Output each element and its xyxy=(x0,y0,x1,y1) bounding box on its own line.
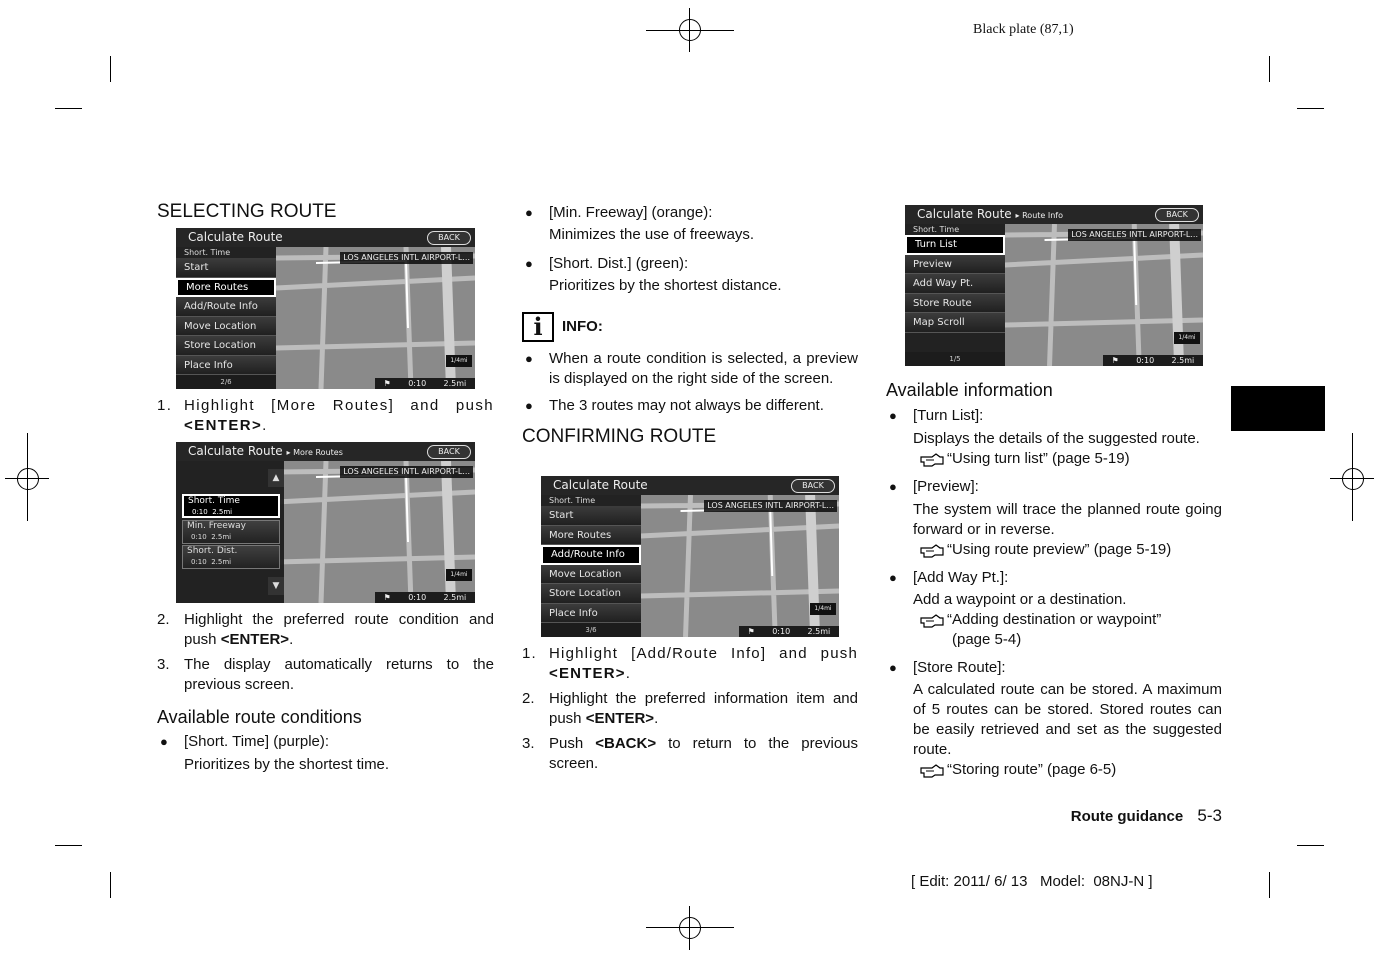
title-text: Calculate Route xyxy=(917,207,1012,221)
eta-status xyxy=(1103,355,1203,366)
enter-key: <ENTER> xyxy=(184,417,263,434)
step-2 xyxy=(157,610,494,650)
cross-reference xyxy=(913,540,1222,560)
step-punct: . xyxy=(654,710,659,727)
enter-key: <ENTER> xyxy=(220,631,290,648)
item-label: [Turn List]: xyxy=(913,407,984,424)
route-condition-label: Short. Time xyxy=(913,225,960,234)
page-indicator: 1/5 xyxy=(905,352,1005,366)
back-key: <BACK> xyxy=(595,735,657,752)
map-scale: 1/4mi xyxy=(446,569,472,581)
poi-label: LOS ANGELES INTL AIRPORT-L... xyxy=(340,252,473,264)
breadcrumb: ▸ Route Info xyxy=(1015,211,1063,220)
reference-text: “Using route preview” (page 5-19) xyxy=(947,541,1172,558)
route-time: 0:10 xyxy=(191,558,207,566)
route-dist: 2.5mi xyxy=(211,533,232,541)
menu-item-start[interactable]: Start xyxy=(541,506,641,526)
left-steps-b xyxy=(157,610,494,775)
menu-item-turn-list[interactable]: Turn List xyxy=(905,235,1005,255)
info-item-1 xyxy=(522,349,858,389)
info-text: When a route condition is selected, a preview is displayed on the right side of the screen. xyxy=(549,350,858,387)
step-punct: . xyxy=(625,665,632,682)
step-1 xyxy=(522,644,858,684)
eta-time: 0:10 xyxy=(408,379,427,388)
reference-hand-icon xyxy=(920,452,944,467)
route-name: Short. Time xyxy=(188,496,240,506)
eta-status xyxy=(375,592,475,603)
reference-hand-icon xyxy=(920,543,944,558)
step-3 xyxy=(522,734,858,774)
route-info xyxy=(188,507,278,518)
back-button[interactable]: BACK xyxy=(427,445,471,459)
info-item-2 xyxy=(522,396,858,416)
menu-item-start[interactable]: Start xyxy=(176,258,276,278)
bullet: ● xyxy=(525,398,533,413)
registration-circle xyxy=(1342,468,1364,490)
condition-label: [Short. Time] (purple): xyxy=(184,733,330,750)
available-information-heading: Available information xyxy=(886,380,1053,400)
step-punct: . xyxy=(262,417,268,434)
route-condition-label: Short. Time xyxy=(549,496,596,505)
breadcrumb-text: Route Info xyxy=(1022,211,1063,220)
route-short-time[interactable] xyxy=(182,494,280,518)
confirming-route-heading: CONFIRMING ROUTE xyxy=(522,426,717,447)
menu-list xyxy=(905,224,1005,352)
eta-status xyxy=(739,626,839,637)
menu-item-add-way-pt[interactable]: Add Way Pt. xyxy=(905,274,1005,294)
item-desc: Displays the details of the suggested route. xyxy=(913,430,1200,447)
bullet: ● xyxy=(889,408,897,423)
menu-item-add-route-info[interactable]: Add/Route Info xyxy=(176,297,276,317)
flag-icon: ⚑ xyxy=(383,593,391,602)
poi-label: LOS ANGELES INTL AIRPORT-L... xyxy=(340,466,473,478)
title-bar: Calculate Route xyxy=(176,228,475,247)
page-number: 5-3 xyxy=(1197,806,1222,825)
condition-desc: Prioritizes by the shortest distance. xyxy=(549,277,782,294)
route-list-panel xyxy=(176,461,284,603)
info-label: INFO: xyxy=(562,318,603,335)
eta-time: 0:10 xyxy=(408,593,427,602)
route-time: 0:10 xyxy=(192,508,208,516)
route-min-freeway[interactable] xyxy=(182,520,280,544)
condition-label: [Min. Freeway] (orange): xyxy=(549,204,713,221)
route-conditions-heading: Available route conditions xyxy=(157,707,362,727)
bullet: ● xyxy=(160,734,168,749)
eta-status xyxy=(375,378,475,389)
item-label: [Preview]: xyxy=(913,478,979,495)
step-number: 3. xyxy=(522,735,535,752)
screen-calculate-route-2 xyxy=(541,476,839,637)
left-column xyxy=(157,200,494,224)
menu-list xyxy=(541,495,641,623)
reference-hand-icon xyxy=(920,763,944,778)
step-number: 1. xyxy=(157,397,173,414)
condition-desc: Prioritizes by the shortest time. xyxy=(184,756,390,773)
menu-item-map-scroll[interactable]: Map Scroll xyxy=(905,313,1005,333)
middle-column-top xyxy=(522,203,858,296)
back-button[interactable]: BACK xyxy=(1155,208,1199,222)
menu-item-move-location[interactable]: Move Location xyxy=(176,317,276,337)
info-add-way-pt xyxy=(886,568,1222,588)
enter-key: <ENTER> xyxy=(585,710,655,727)
map-scale: 1/4mi xyxy=(810,603,836,615)
screen-more-routes xyxy=(176,442,475,603)
step-text: The display automatically returns to the previous screen. xyxy=(184,656,494,693)
cross-reference xyxy=(913,610,1222,650)
plate-label: Black plate (87,1) xyxy=(973,22,1074,37)
item-label: [Add Way Pt.]: xyxy=(913,569,1009,586)
item-desc: Add a waypoint or a destination. xyxy=(913,591,1127,608)
crop-mark xyxy=(1297,845,1324,846)
route-condition-label: Short. Time xyxy=(184,248,231,257)
step-text: Highlight the preferred information item and push xyxy=(549,690,858,727)
reference-page: (page 5-4) xyxy=(952,631,1022,648)
route-short-dist[interactable] xyxy=(182,545,280,569)
step-1 xyxy=(157,396,494,436)
screen-calculate-route-1 xyxy=(176,228,475,389)
condition-min-freeway xyxy=(522,203,858,223)
map-scale: 1/4mi xyxy=(446,355,472,367)
route-dist: 2.5mi xyxy=(211,558,232,566)
condition-short-time xyxy=(157,732,494,752)
step-number: 2. xyxy=(522,690,535,707)
menu-item-more-routes[interactable]: More Routes xyxy=(541,526,641,546)
item-ref xyxy=(886,540,1222,560)
step-text: Highlight [Add/Route Info] and push xyxy=(549,645,858,662)
item-ref xyxy=(886,610,1222,650)
crop-mark xyxy=(110,56,111,82)
bullet: ● xyxy=(889,570,897,585)
item-ref xyxy=(886,449,1222,469)
reference-hand-icon xyxy=(920,613,944,628)
middle-steps xyxy=(522,644,858,774)
screen-route-info xyxy=(905,205,1203,366)
step-text-after: to return to the previous screen. xyxy=(549,735,859,772)
breadcrumb: ▸ More Routes xyxy=(286,448,343,457)
route-time: 0:10 xyxy=(191,533,207,541)
eta-distance: 2.5mi xyxy=(807,627,831,636)
step-number: 3. xyxy=(157,656,170,673)
eta-time: 0:10 xyxy=(772,627,791,636)
item-desc: A calculated route can be stored. A maximum of 5 routes can be stored. Stored routes can be easily retrieved and set as the suggested route. xyxy=(913,681,1222,758)
crop-mark xyxy=(1269,56,1270,82)
footer-section xyxy=(1000,806,1222,826)
step-text: Highlight [More Routes] and push xyxy=(184,397,494,414)
right-column xyxy=(886,378,1222,780)
menu-list xyxy=(176,247,276,375)
condition-desc: Minimizes the use of freeways. xyxy=(549,226,755,243)
condition-label: [Short. Dist.] (green): xyxy=(549,255,689,272)
reference-text: “Storing route” (page 6-5) xyxy=(947,761,1117,778)
menu-item-preview[interactable]: Preview xyxy=(905,255,1005,275)
info-text: The 3 routes may not always be different. xyxy=(549,397,824,414)
enter-key: <ENTER> xyxy=(549,665,626,682)
item-ref xyxy=(886,760,1222,780)
eta-distance: 2.5mi xyxy=(443,593,467,602)
eta-distance: 2.5mi xyxy=(1171,356,1195,365)
cross-reference xyxy=(913,760,1222,780)
menu-item-add-route-info[interactable]: Add/Route Info xyxy=(541,545,641,565)
cross-reference xyxy=(913,449,1222,469)
step-text: Push xyxy=(549,735,596,752)
step-number: 2. xyxy=(157,611,170,628)
step-number: 1. xyxy=(522,645,537,662)
step-3 xyxy=(157,655,494,695)
route-dist: 2.5mi xyxy=(212,508,233,516)
flag-icon: ⚑ xyxy=(383,379,391,388)
reference-text: “Adding destination or waypoint” xyxy=(947,611,1162,628)
menu-item-more-routes[interactable]: More Routes xyxy=(176,278,276,298)
step-punct: . xyxy=(289,631,294,648)
menu-item-store-location[interactable]: Store Location xyxy=(176,336,276,356)
title-text: Calculate Route xyxy=(188,444,283,458)
menu-item-place-info[interactable]: Place Info xyxy=(541,604,641,624)
bullet: ● xyxy=(525,351,533,366)
eta-time: 0:10 xyxy=(1136,356,1155,365)
back-button[interactable]: BACK xyxy=(427,231,471,245)
route-name: Min. Freeway xyxy=(187,521,246,531)
registration-circle xyxy=(679,917,701,939)
menu-item-move-location[interactable]: Move Location xyxy=(541,565,641,585)
bullet: ● xyxy=(525,256,533,271)
flag-icon: ⚑ xyxy=(747,627,755,636)
route-info xyxy=(187,532,279,543)
breadcrumb-text: More Routes xyxy=(293,448,343,457)
back-button[interactable]: BACK xyxy=(791,479,835,493)
edit-info: [ Edit: 2011/ 6/ 13 Model: 08NJ-N ] xyxy=(911,873,1153,890)
middle-info xyxy=(522,349,858,449)
crop-mark xyxy=(55,845,82,846)
scroll-up-icon[interactable]: ▲ xyxy=(268,469,284,487)
item-desc: The system will trace the planned route going forward or in reverse. xyxy=(913,501,1222,538)
info-icon: i xyxy=(522,312,554,342)
condition-short-dist xyxy=(522,254,858,274)
info-turn-list xyxy=(886,406,1222,426)
eta-distance: 2.5mi xyxy=(443,379,467,388)
crop-mark xyxy=(1297,108,1324,109)
map-scale: 1/4mi xyxy=(1174,332,1200,344)
bullet: ● xyxy=(889,479,897,494)
page-indicator: 2/6 xyxy=(176,375,276,389)
route-info xyxy=(187,557,279,568)
step-2 xyxy=(522,689,858,729)
reference-text: “Using turn list” (page 5-19) xyxy=(947,450,1130,467)
route-name: Short. Dist. xyxy=(187,546,238,556)
registration-circle xyxy=(17,468,39,490)
step-text: Highlight the preferred route condition and push xyxy=(184,611,494,648)
left-steps-a xyxy=(157,396,494,436)
item-label: [Store Route]: xyxy=(913,659,1006,676)
info-store-route xyxy=(886,658,1222,678)
crop-mark xyxy=(1269,872,1270,898)
menu-item-store-location[interactable]: Store Location xyxy=(541,584,641,604)
page-indicator: 3/6 xyxy=(541,623,641,637)
section-tab xyxy=(1231,386,1325,431)
title-bar: Calculate Route xyxy=(541,476,839,495)
menu-item-store-route[interactable]: Store Route xyxy=(905,294,1005,314)
menu-item-place-info[interactable]: Place Info xyxy=(176,356,276,376)
flag-icon: ⚑ xyxy=(1111,356,1119,365)
selecting-route-heading: SELECTING ROUTE xyxy=(157,201,337,222)
poi-label: LOS ANGELES INTL AIRPORT-L... xyxy=(1068,229,1201,241)
info-preview xyxy=(886,477,1222,497)
bullet: ● xyxy=(525,205,533,220)
section-name: Route guidance xyxy=(1070,808,1184,825)
crop-mark xyxy=(110,872,111,898)
bullet: ● xyxy=(889,660,897,675)
scroll-down-icon[interactable]: ▼ xyxy=(268,577,284,595)
poi-label: LOS ANGELES INTL AIRPORT-L... xyxy=(704,500,837,512)
crop-mark xyxy=(55,108,82,109)
registration-circle xyxy=(679,19,701,41)
